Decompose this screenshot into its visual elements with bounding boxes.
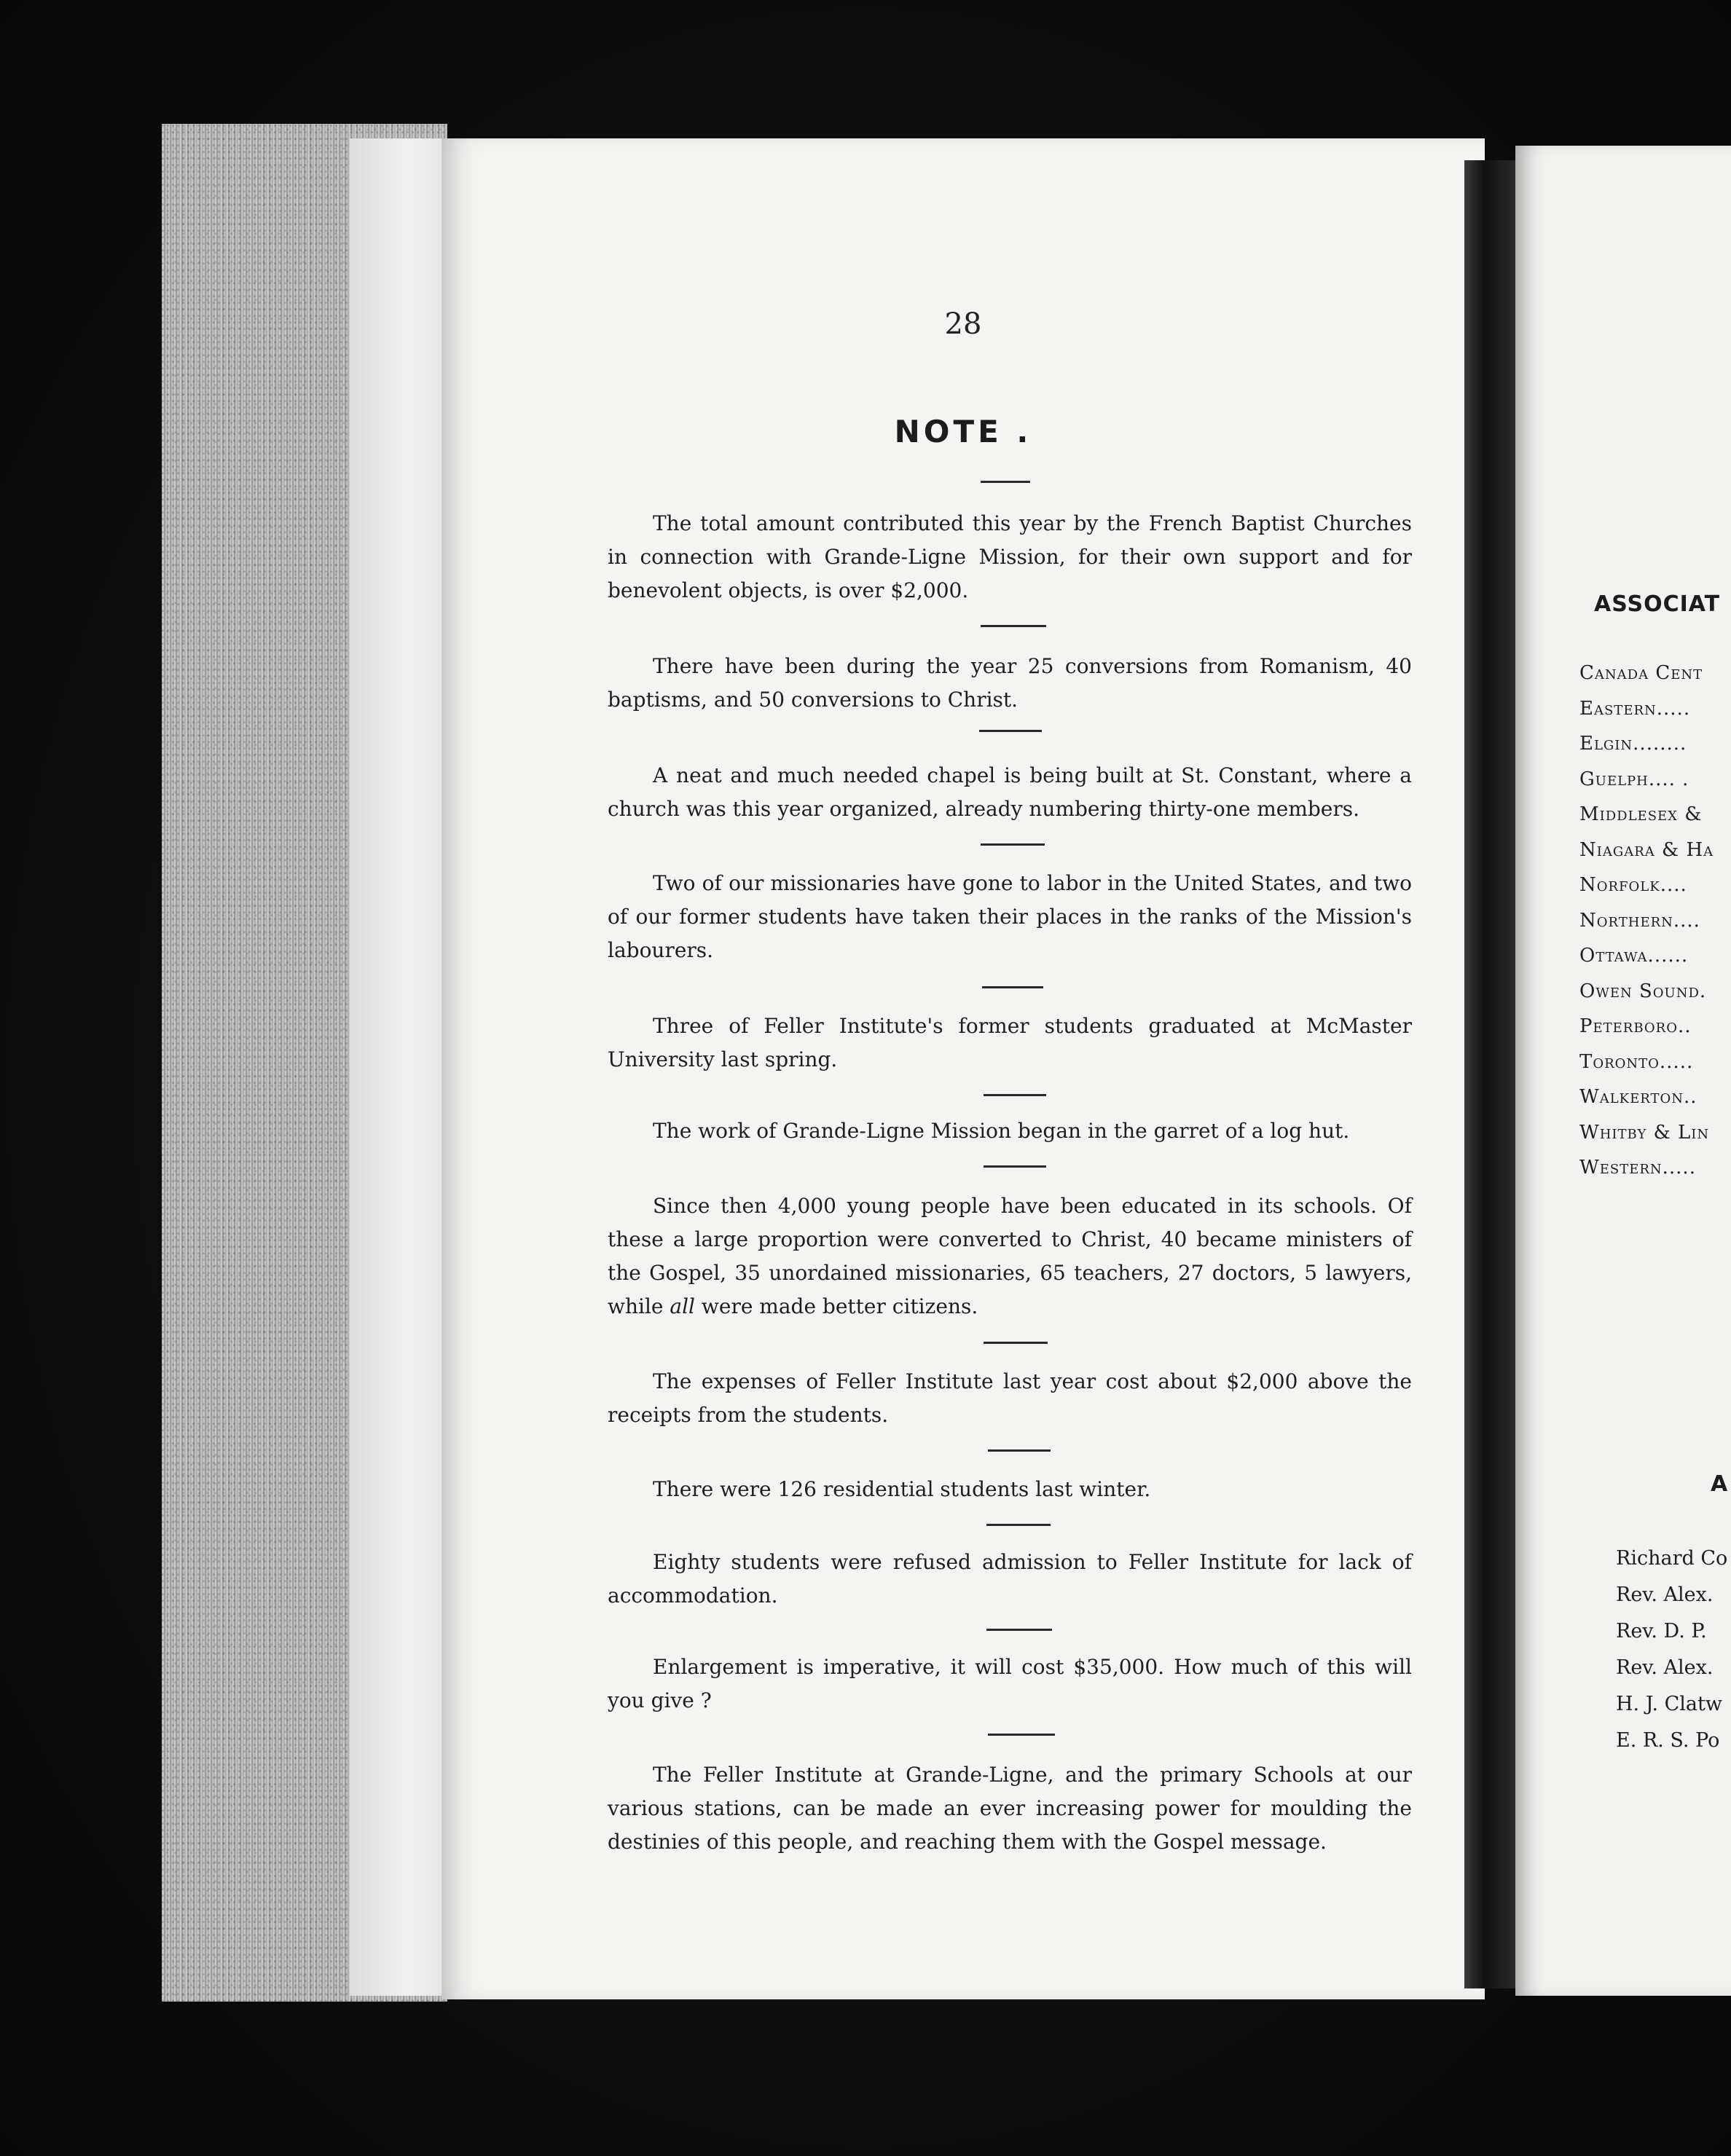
paragraph: The total amount contributed this year by the French Baptist Churches in connection with Grande-Ligne Mission, for their own support and for benevolent objects, is over $2,000. — [608, 511, 1412, 602]
page-heading: NOTE . — [894, 414, 1032, 449]
italic-word: all — [670, 1294, 695, 1318]
list-item: Rev. D. P. — [1616, 1620, 1707, 1642]
paragraph: Enlargement is imperative, it will cost $35,000. How much of this will you give ? — [608, 1655, 1412, 1712]
list-item: Toronto..... — [1579, 1050, 1694, 1073]
list-item: Eastern..... — [1579, 697, 1691, 720]
paragraph: A neat and much needed chapel is being built at St. Constant, where a church was this year organized, already numbering thirty-one members. — [608, 763, 1412, 821]
divider — [984, 1165, 1046, 1168]
list-item: Whitby & Lin — [1579, 1121, 1710, 1144]
paragraph-text: were made better citizens. — [695, 1294, 978, 1318]
paragraph-all-citizens — [608, 1189, 1412, 1323]
divider — [982, 986, 1043, 988]
list-item: Richard Co — [1616, 1547, 1728, 1570]
divider — [988, 1449, 1051, 1452]
paragraph: Three of Feller Institute's former students graduated at McMaster University last spring. — [608, 1014, 1412, 1071]
divider — [981, 843, 1045, 846]
paragraph: There have been during the year 25 conversions from Romanism, 40 baptisms, and 50 conversions to Christ. — [608, 654, 1412, 712]
list-item: H. J. Clatw — [1616, 1693, 1722, 1715]
list-item: Norfolk.... — [1579, 874, 1687, 896]
right-page — [1515, 146, 1731, 1996]
divider — [984, 1094, 1046, 1096]
list-item: Elgin........ — [1579, 733, 1687, 755]
paragraph: Two of our missionaries have gone to labor in the United States, and two of our former students have taken their places in the ranks of the Mission's labourers. — [608, 871, 1412, 962]
page-number: 28 — [944, 307, 982, 341]
paragraph: Eighty students were refused admission to Feller Institute for lack of accommodation. — [608, 1550, 1412, 1608]
names-list — [1616, 1541, 1727, 1759]
list-item: E. R. S. Po — [1616, 1729, 1720, 1752]
heading-rule — [981, 481, 1030, 483]
list-item: Middlesex & — [1579, 803, 1703, 825]
associations-list — [1579, 656, 1714, 1186]
list-item: Canada Cent — [1579, 662, 1703, 684]
paragraph: The Feller Institute at Grande-Ligne, and the primary Schools at our various stations, can be made an ever increasing power for moulding the destinies of this people, and reaching them with the Gospel message. — [608, 1763, 1412, 1854]
list-item: Ottawa...... — [1579, 945, 1689, 967]
paragraph: There were 126 residential students last winter. — [653, 1477, 1151, 1501]
associations-heading: ASSOCIAT — [1594, 591, 1721, 617]
list-item: Peterboro.. — [1579, 1015, 1692, 1037]
list-item: Rev. Alex. — [1616, 1583, 1714, 1606]
list-item: Owen Sound. — [1579, 980, 1707, 1002]
paragraph: The work of Grande-Ligne Mission began in the garret of a log hut. — [653, 1119, 1350, 1143]
list-item: Walkerton.. — [1579, 1086, 1697, 1108]
section-heading: A — [1711, 1471, 1728, 1497]
list-item: Rev. Alex. — [1616, 1656, 1714, 1679]
paragraph: The expenses of Feller Institute last year cost about $2,000 above the receipts from the students. — [608, 1369, 1412, 1427]
list-item: Niagara & Ha — [1579, 838, 1714, 861]
divider — [986, 1524, 1051, 1526]
paragraph-text: Since then 4,000 young people have been educated in its schools. Of these a large proportion were converted to Christ, 40 became ministers of the Gospel, 35 unordained missionaries, 65 teachers, 27 doctors, 5 lawyers, while — [608, 1194, 1412, 1318]
divider — [979, 730, 1042, 732]
divider — [988, 1734, 1055, 1736]
divider — [981, 625, 1046, 627]
divider — [984, 1342, 1048, 1344]
list-item: Western..... — [1579, 1157, 1696, 1179]
divider — [986, 1629, 1052, 1631]
book-gutter — [1464, 160, 1515, 1988]
page-edge-highlight — [350, 138, 448, 1996]
list-item: Northern.... — [1579, 909, 1700, 932]
left-page — [441, 138, 1485, 1999]
list-item: Guelph.... . — [1579, 768, 1689, 790]
